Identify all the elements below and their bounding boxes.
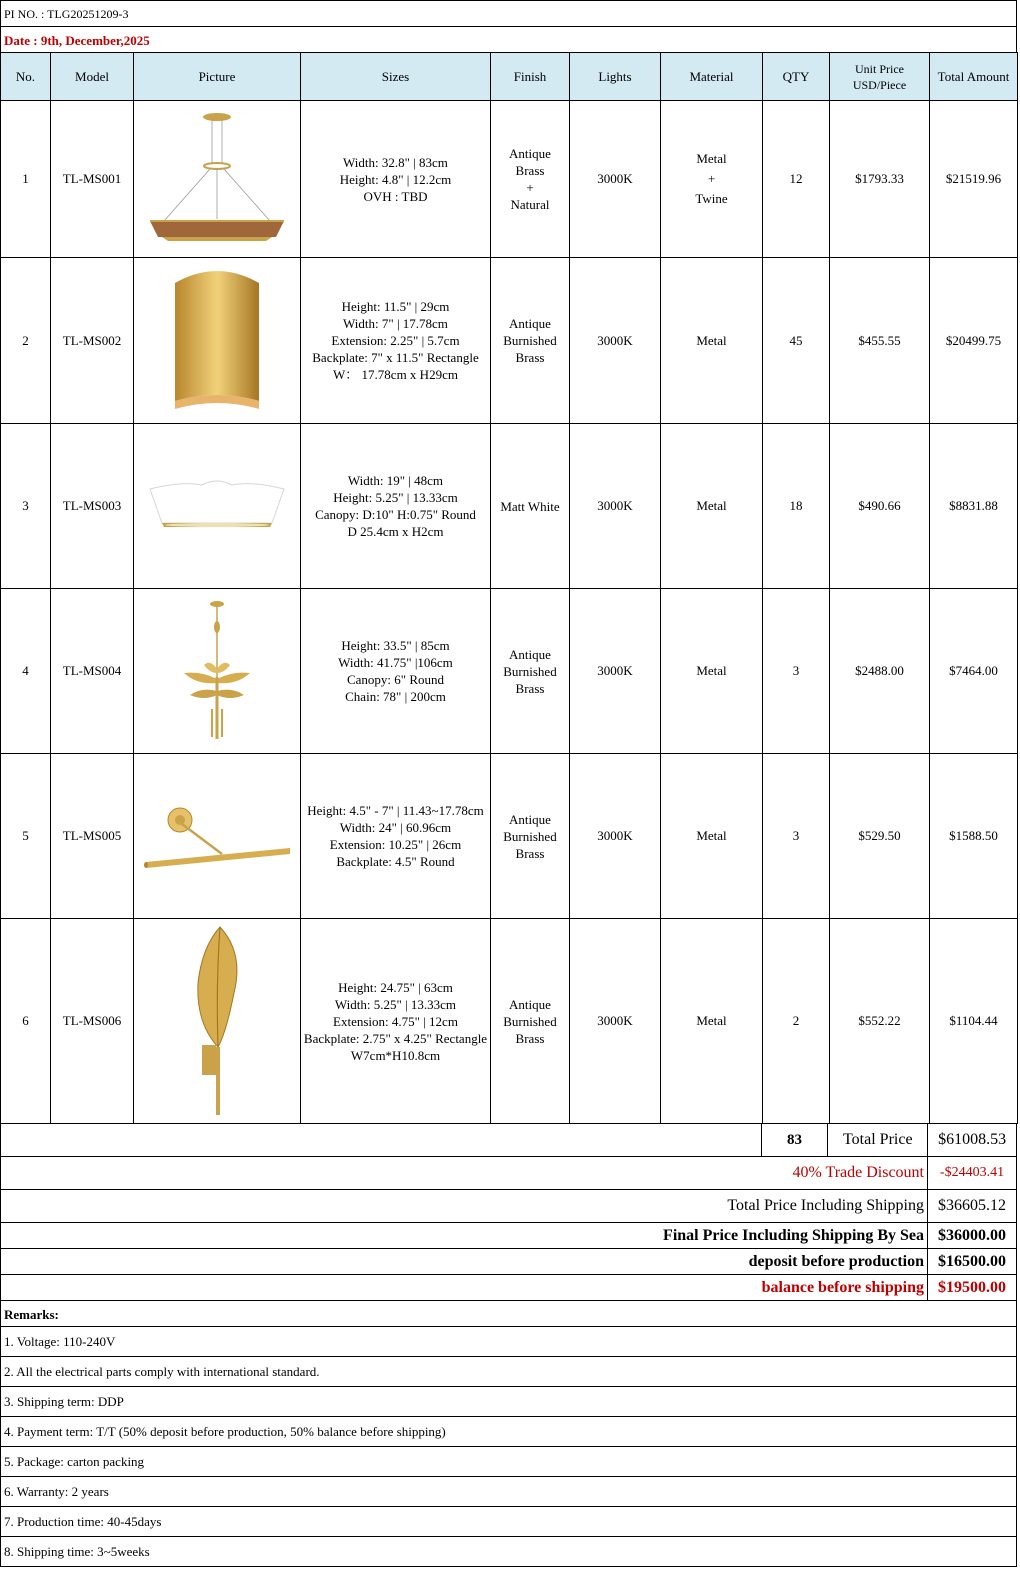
item-material — [661, 919, 763, 1124]
item-sizes-line: Height: 4.8" | 12.2cm — [339, 171, 452, 187]
table-header-row — [1, 53, 1018, 101]
item-material-line: Metal — [696, 332, 727, 348]
item-qty: 3 — [763, 754, 830, 919]
item-sizes-line: Height: 24.75" | 63cm — [338, 979, 453, 995]
item-no: 5 — [1, 754, 51, 919]
item-sizes-line: Width: 24" | 60.96cm — [339, 820, 452, 835]
balance-row — [0, 1275, 1017, 1301]
item-qty: 45 — [763, 258, 830, 424]
item-sizes — [301, 754, 491, 919]
item-sizes-line: Extension: 4.75" | 12cm — [333, 1013, 458, 1029]
item-unit-price: $1793.33 — [830, 101, 930, 258]
item-finish-line: Brass — [515, 1030, 545, 1046]
pi-number: PI NO. : TLG20251209-3 — [0, 0, 1017, 26]
header-unit-price — [830, 53, 930, 101]
header-sizes: Sizes — [301, 53, 491, 101]
header-no: No. — [1, 53, 51, 101]
discount-label: 40% Trade Discount — [1, 1157, 928, 1189]
final-price-value: $36000.00 — [938, 1226, 1006, 1244]
item-model: TL-MS005 — [51, 754, 134, 919]
item-model: TL-MS006 — [51, 919, 134, 1124]
item-total: $1588.50 — [930, 754, 1018, 919]
incl-shipping-row — [0, 1190, 1017, 1223]
item-unit-price: $490.66 — [830, 424, 930, 589]
item-picture — [134, 919, 301, 1124]
item-sizes-line: Height: 5.25" | 13.33cm — [333, 490, 458, 505]
picture-light-icon — [134, 796, 300, 876]
discount-value: -$24403.41 — [939, 1165, 1005, 1180]
leaf-sconce-icon — [134, 923, 300, 1119]
item-finish-line: Brass — [515, 845, 545, 861]
leaf-chandelier-icon — [134, 599, 300, 744]
total-price-label: Total Price — [828, 1124, 928, 1156]
item-picture — [134, 424, 301, 589]
header-unit-price-line1: Unit Price — [855, 61, 904, 76]
item-model: TL-MS001 — [51, 101, 134, 258]
deposit-value: $16500.00 — [938, 1252, 1006, 1270]
remark-item: 3. Shipping term: DDP — [0, 1387, 1017, 1417]
item-unit-price: $552.22 — [830, 919, 930, 1124]
item-total: $8831.88 — [930, 424, 1018, 589]
item-sizes-line: Backplate: 4.5" Round — [336, 854, 455, 869]
invoice-date: Date : 9th, December,2025 — [0, 26, 1017, 52]
item-unit-price: $529.50 — [830, 754, 930, 919]
deposit-row — [0, 1249, 1017, 1275]
remarks-title: Remarks: — [0, 1301, 1017, 1327]
item-material-line: Metal — [696, 151, 727, 166]
final-price-row — [0, 1223, 1017, 1249]
item-material-line: Metal — [696, 663, 727, 678]
item-sizes-line: W7cm*H10.8cm — [350, 1047, 441, 1063]
item-lights: 3000K — [570, 101, 661, 258]
item-total: $1104.44 — [930, 919, 1018, 1124]
remark-item: 6. Warranty: 2 years — [0, 1477, 1017, 1507]
item-material-line: Metal — [696, 498, 727, 513]
item-sizes-line: Height: 11.5" | 29cm — [341, 299, 450, 314]
item-lights: 3000K — [570, 919, 661, 1124]
item-finish-line: Antique — [509, 646, 551, 662]
remark-item: 7. Production time: 40-45days — [0, 1507, 1017, 1537]
item-sizes-line: D 25.4cm x H2cm — [347, 524, 444, 539]
items-table — [0, 52, 1018, 1124]
item-finish — [491, 589, 570, 754]
table-row — [1, 589, 1018, 754]
item-sizes — [301, 424, 491, 589]
item-sizes-line: Backplate: 7" x 11.5" Rectangle — [312, 350, 479, 365]
item-sizes-line: Width: 41.75" |106cm — [338, 655, 453, 670]
item-sizes-line: Canopy: D:10" H:0.75" Round — [315, 507, 476, 522]
item-material — [661, 424, 763, 589]
item-picture — [134, 589, 301, 754]
item-sizes — [301, 589, 491, 754]
total-qty: 83 — [762, 1124, 829, 1156]
item-finish-line: Matt White — [500, 498, 560, 514]
item-sizes-line: Width: 5.25" | 13.33cm — [334, 996, 457, 1012]
item-qty: 3 — [763, 589, 830, 754]
item-no: 3 — [1, 424, 51, 589]
item-lights: 3000K — [570, 258, 661, 424]
header-model: Model — [51, 53, 134, 101]
item-picture — [134, 258, 301, 424]
item-sizes-line: Canopy: 6" Round — [346, 672, 445, 687]
item-no: 2 — [1, 258, 51, 424]
incl-shipping-label: Total Price Including Shipping — [1, 1190, 928, 1222]
remark-item: 2. All the electrical parts comply with international standard. — [0, 1357, 1017, 1387]
item-material — [661, 258, 763, 424]
item-finish-line: Burnished — [503, 333, 557, 348]
remark-item: 4. Payment term: T/T (50% deposit before production, 50% balance before shipping) — [0, 1417, 1017, 1447]
header-unit-price-line2: USD/Piece — [852, 77, 907, 92]
flush-mount-icon — [134, 471, 300, 541]
item-model: TL-MS003 — [51, 424, 134, 589]
item-material-line: Metal — [696, 828, 727, 843]
item-material-line: + — [707, 171, 716, 186]
item-finish-line: + — [526, 180, 534, 195]
item-sizes — [301, 919, 491, 1124]
final-price-label: Final Price Including Shipping By Sea — [1, 1223, 928, 1248]
item-sizes-line: W： 17.78cm x H29cm — [333, 367, 458, 382]
table-row — [1, 258, 1018, 424]
item-sizes — [301, 258, 491, 424]
header-finish: Finish — [491, 53, 570, 101]
item-sizes-line: Height: 4.5" - 7" | 11.43~17.78cm — [307, 803, 484, 818]
item-sizes-line: Extension: 2.25" | 5.7cm — [331, 333, 460, 348]
header-lights: Lights — [570, 53, 661, 101]
remarks-list — [0, 1327, 1017, 1567]
item-finish — [491, 919, 570, 1124]
item-unit-price: $2488.00 — [830, 589, 930, 754]
item-finish-line: Burnished — [503, 1013, 557, 1029]
deposit-label: deposit before production — [1, 1249, 928, 1274]
item-finish-line: Brass — [515, 680, 545, 696]
remark-item: 5. Package: carton packing — [0, 1447, 1017, 1477]
item-total: $21519.96 — [930, 101, 1018, 258]
item-material — [661, 101, 763, 258]
total-price-value: $61008.53 — [938, 1131, 1007, 1148]
ring-pendant-icon — [134, 109, 300, 249]
item-finish-line: Natural — [510, 197, 550, 212]
brass-wall-sconce-icon — [134, 263, 300, 419]
item-sizes-line: Width: 32.8" | 83cm — [343, 154, 448, 170]
item-qty: 18 — [763, 424, 830, 589]
item-sizes-line: Height: 33.5" | 85cm — [341, 638, 450, 653]
table-row — [1, 424, 1018, 589]
header-qty: QTY — [763, 53, 830, 101]
item-finish-line: Antique — [509, 811, 551, 827]
item-lights: 3000K — [570, 754, 661, 919]
balance-value: $19500.00 — [938, 1278, 1006, 1296]
item-picture — [134, 754, 301, 919]
header-picture: Picture — [134, 53, 301, 101]
remark-item: 8. Shipping time: 3~5weeks — [0, 1537, 1017, 1567]
item-sizes-line: Chain: 78" | 200cm — [345, 689, 446, 704]
item-model: TL-MS002 — [51, 258, 134, 424]
item-picture — [134, 101, 301, 258]
item-finish — [491, 258, 570, 424]
item-finish — [491, 101, 570, 258]
item-no: 1 — [1, 101, 51, 258]
item-no: 6 — [1, 919, 51, 1124]
item-finish-line: Antique — [509, 996, 551, 1012]
item-qty: 12 — [763, 101, 830, 258]
table-row — [1, 754, 1018, 919]
item-finish — [491, 754, 570, 919]
item-total: $7464.00 — [930, 589, 1018, 754]
item-qty: 2 — [763, 919, 830, 1124]
incl-shipping-value: $36605.12 — [938, 1197, 1006, 1214]
item-finish-line: Burnished — [503, 828, 557, 844]
item-material-line: Twine — [695, 191, 728, 206]
item-material — [661, 754, 763, 919]
item-finish — [491, 424, 570, 589]
item-no: 4 — [1, 589, 51, 754]
item-total: $20499.75 — [930, 258, 1018, 424]
table-row — [1, 101, 1018, 258]
table-row — [1, 919, 1018, 1124]
item-lights: 3000K — [570, 589, 661, 754]
item-finish-line: Burnished — [503, 663, 557, 679]
item-finish-line: Brass — [515, 350, 545, 365]
item-unit-price: $455.55 — [830, 258, 930, 424]
item-sizes-line: Backplate: 2.75" x 4.25" Rectangle — [303, 1030, 488, 1046]
discount-row — [0, 1157, 1017, 1190]
item-model: TL-MS004 — [51, 589, 134, 754]
header-total-amount: Total Amount — [930, 53, 1018, 101]
item-material — [661, 589, 763, 754]
item-sizes-line: Width: 7" | 17.78cm — [343, 316, 448, 331]
remark-item: 1. Voltage: 110-240V — [0, 1327, 1017, 1357]
item-sizes-line: Width: 19" | 48cm — [347, 473, 444, 488]
item-lights: 3000K — [570, 424, 661, 589]
item-sizes-line: Extension: 10.25" | 26cm — [329, 837, 462, 852]
item-material-line: Metal — [696, 1013, 727, 1028]
balance-label: balance before shipping — [1, 1275, 928, 1300]
total-price-row — [0, 1124, 1017, 1157]
item-finish-line: Brass — [515, 163, 545, 178]
header-material: Material — [661, 53, 763, 101]
item-sizes-line: OVH : TBD — [363, 188, 428, 204]
item-finish-line: Antique — [509, 146, 551, 161]
item-finish-line: Antique — [509, 316, 551, 331]
item-sizes — [301, 101, 491, 258]
